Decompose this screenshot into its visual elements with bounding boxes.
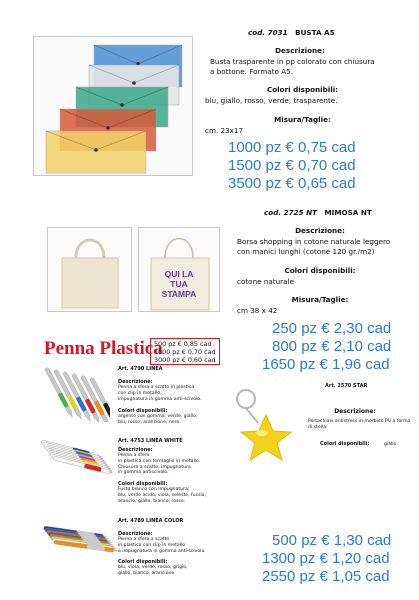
mimosa-descr-1: Borsa shopping in cotone naturale leggero: [237, 237, 391, 246]
mimosa-colors-label: Colori disponibili:: [284, 266, 356, 275]
star-header: Art. 2570 STAR: [325, 383, 368, 389]
pen-1-colors-label: Colori disponibili:: [118, 408, 168, 415]
pen-1-descr-label: Descrizione:: [118, 379, 153, 385]
penna-title: Penna Plastica: [44, 338, 163, 359]
pen-3-header: Art. 4789 LINEA COLOR: [118, 518, 184, 524]
mimosa-code-line: [264, 208, 414, 218]
envelope-5: [46, 131, 146, 173]
pen-2-colors-2: arancio, giallo, bianco, rosso.: [118, 498, 186, 504]
pen-1-descr-0: Penna a sfera a scatto in plastica: [118, 385, 195, 390]
pen-2-descr-1: in plastica con fermaglio in metallo.: [118, 458, 201, 464]
bag-print-line-1: QUI LA: [164, 269, 194, 279]
pen-1-colors-0: argento con gomma: verde, giallo,: [118, 414, 198, 420]
penna-price-3: 3000 pz € 0,60 cad: [154, 356, 216, 364]
busta-descr-1: Busta trasparente in pp colorato con chiusura: [210, 57, 375, 66]
pen-item-1: [118, 366, 238, 426]
pen-3-descr-label: Descrizione:: [118, 531, 153, 537]
star-colors: giallo: [384, 442, 397, 447]
busta-size-label: Misura/Taglie:: [274, 115, 331, 124]
envelopes-illustration: [34, 37, 194, 177]
pen-item-3: [118, 518, 238, 577]
pen-2-colors-label: Colori disponibili:: [118, 481, 168, 488]
busta-colors: blu, giallo, rosso, verde, trasparente.: [205, 96, 338, 105]
star-colors-label: Colori disponibili:: [320, 441, 370, 447]
mimosa-price-2: 800 pz € 2,10 cad: [272, 338, 392, 355]
envelope-photo: [33, 36, 193, 176]
penna-price-box: [150, 338, 220, 365]
pen-1-descr-1: con clip in metallo,: [118, 390, 162, 396]
busta-size: cm. 23x17: [205, 126, 244, 135]
pen-2-descr-0: Penna a sfera: [118, 453, 150, 458]
pen-1-header: Art. 4790 LINEA: [118, 366, 163, 372]
busta-code-line: [248, 28, 398, 38]
penna-price-1: 500 pz € 0,85 cad: [154, 340, 212, 348]
busta-descr-label: Descrizione:: [275, 46, 325, 55]
penna-price-2: 1000 pz € 0,70 cad: [154, 348, 216, 356]
pen-3-colors-1: giallo, bianco, arancione: [118, 571, 175, 577]
pen-2-header: Art. 4753 LINEA WHITE: [118, 438, 183, 444]
mimosa-descr-label: Descrizione:: [295, 226, 345, 235]
pen-2-descr-3: in gomma antiscivolo.: [118, 470, 169, 476]
busta-price-1: 1000 pz € 0,75 cad: [228, 139, 356, 156]
pen-3-descr-1: in plastica con clip in metallo: [118, 542, 186, 548]
busta-price-2: 1500 pz € 0,70 cad: [228, 157, 356, 174]
plain-bag-illustration: [48, 228, 133, 313]
busta-colors-label: Colori disponibili:: [266, 85, 339, 94]
pen-1-colors-1: blu, rosso, arancione, nero.: [118, 420, 181, 426]
pen-item-2: [118, 438, 238, 505]
pens-linea-illustration: [40, 367, 110, 422]
star-descr-1: di stella.: [308, 425, 328, 430]
pen-2-colors-0: Fusto bianco con impugnatura:: [118, 487, 190, 493]
pens-linea-color-illustration: [40, 522, 118, 594]
pens-linea-white-illustration: [40, 438, 112, 513]
bag-print-line-3: STAMPA: [161, 289, 197, 299]
pen-3-colors-0: blu, viola, verde, rosso, grigio,: [118, 565, 188, 571]
pen-1-descr-2: impugnatura in gomma anti-scivolo.: [118, 396, 202, 402]
busta-descr-2: a bottone. Formato A5.: [210, 67, 294, 76]
pen-3-descr-2: e impugnatura in gomma anti-scivolo.: [118, 548, 206, 554]
pen-2-descr-label: Descrizione:: [118, 447, 153, 453]
busta-price-3: 3500 pz € 0,65 cad: [228, 175, 356, 192]
bag-print-text: [150, 269, 208, 299]
mimosa-descr-2: con manici lunghi (cotone 120 gr./m2): [237, 247, 375, 256]
star-price-2: 1300 pz € 1,20 cad: [262, 550, 390, 567]
pen-2-descr-2: Chiusura a scatto, impugnatura: [118, 464, 191, 470]
pen-3-descr-0: Penna a sfera a scatto: [118, 537, 170, 542]
mimosa-price-3: 1650 pz € 1,96 cad: [262, 356, 390, 373]
pen-3-colors-label: Colori disponibili:: [118, 559, 168, 566]
star-price-1: 500 pz € 1,30 cad: [272, 532, 392, 549]
star-keychain-illustration: [228, 385, 300, 465]
star-price-3: 2550 pz € 1,05 cad: [262, 568, 390, 585]
bag-print-line-2: TUA: [170, 279, 188, 289]
mimosa-price-1: 250 pz € 2,30 cad: [272, 320, 392, 337]
mimosa-name: MIMOSA NT: [324, 208, 372, 217]
pen-2-colors-1: blu, verde acido, viola, celeste, fucsia,: [118, 492, 207, 498]
bag-photo-plain: [47, 227, 132, 312]
mimosa-colors: cotone naturale: [237, 277, 294, 286]
busta-name: BUSTA A5: [295, 28, 335, 37]
mimosa-size: cm 38 x 42: [237, 306, 278, 315]
keyring-shape: [237, 390, 255, 408]
mimosa-size-label: Misura/Taglie:: [291, 295, 349, 304]
busta-code: cod. 7031: [248, 28, 288, 37]
star-descr-0: Portachiavi antistress in morbido PU a forma: [308, 419, 411, 424]
star-descr-label: Descrizione:: [334, 408, 376, 415]
mimosa-code: cod. 2725 NT: [264, 208, 318, 217]
star-shape: [241, 415, 291, 460]
